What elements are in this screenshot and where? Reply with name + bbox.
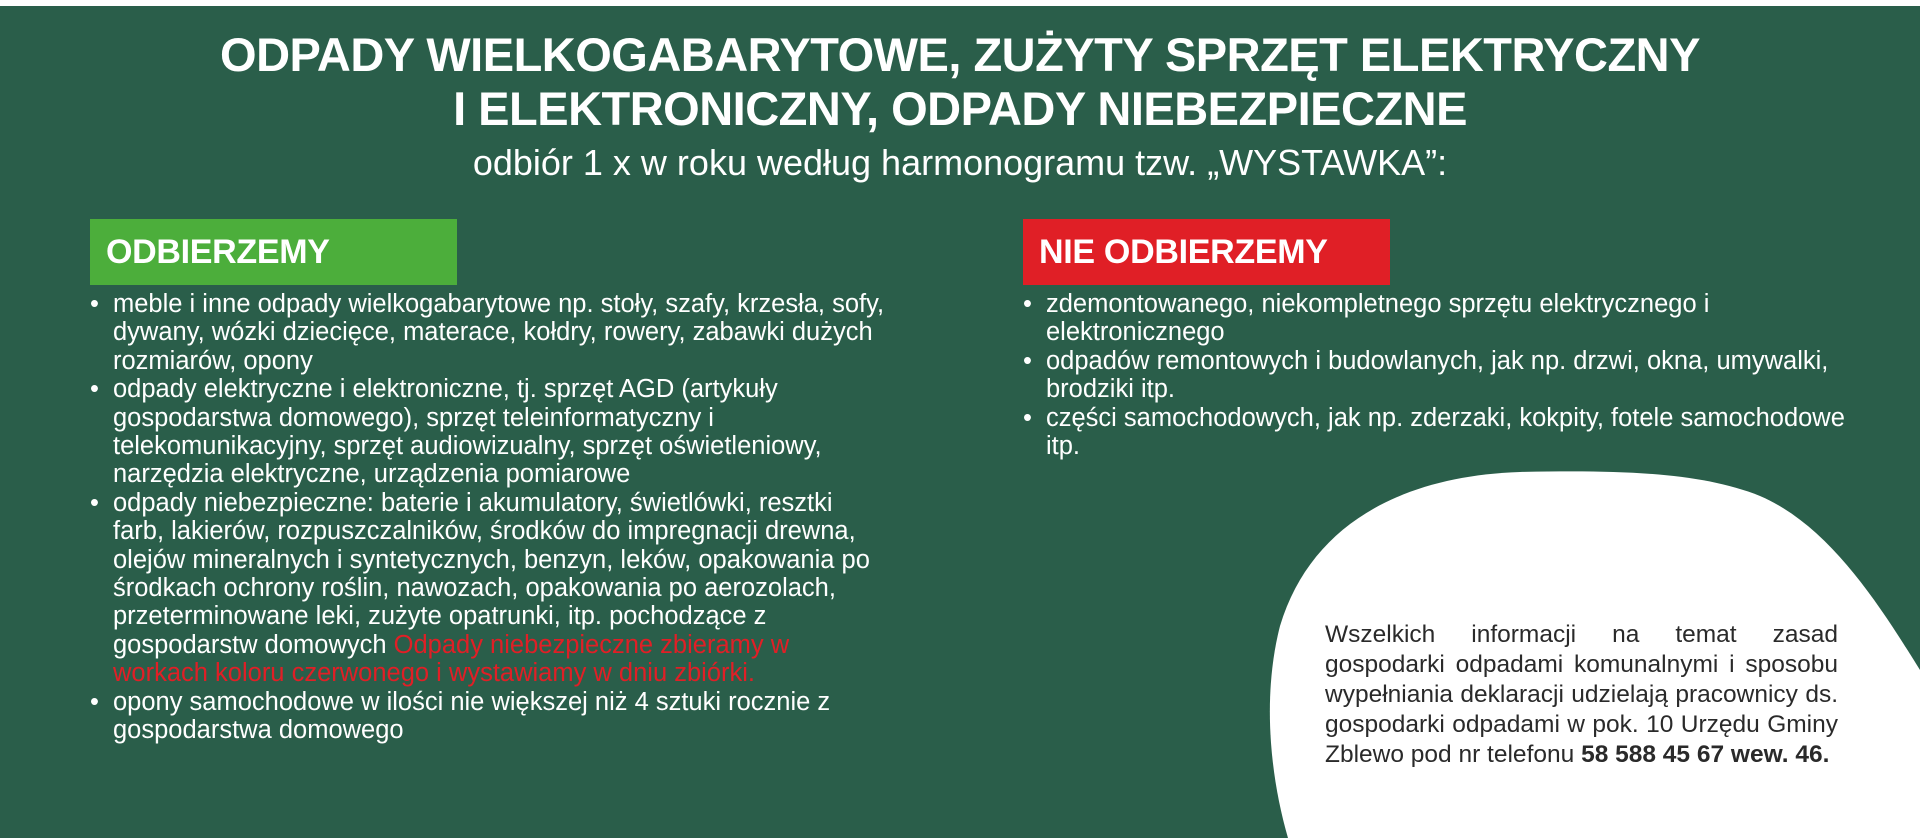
bullet-icon: • bbox=[90, 290, 99, 318]
collect-item-text: odpady niebezpieczne: baterie i akumulatory, świetlówki, resztki farb, lakierów, rozpuszczalników, środków do impregnacji drewna, olejów mineralnych i syntetycznych, benzyn, leków, opakowania po środkach ochrony roślin, nawozach, opakowania po aerozolach, przeterminowane leki, zużyte opatrunki, itp. pochodzące z gospodarstw domowych bbox=[113, 488, 870, 659]
bullet-icon: • bbox=[1023, 403, 1032, 432]
list-item bbox=[90, 688, 890, 745]
collect-item-text: odpady elektryczne i elektroniczne, tj. sprzęt AGD (artykuły gospodarstwa domowego), sprzęt teleinformatyczny i telekomunikacyjny, sprzęt audiowizualny, sprzęt oświetleniowy, narzędzia elektryczne, urządzenia pomiarowe bbox=[113, 375, 822, 489]
not-collect-list bbox=[1023, 290, 1853, 460]
list-item bbox=[1023, 404, 1853, 461]
bullet-icon: • bbox=[90, 375, 99, 404]
list-item bbox=[1023, 347, 1853, 404]
page-subtitle: odbiór 1 x w roku według harmonogramu tzw. „WYSTAWKA”: bbox=[472, 142, 1448, 183]
list-item bbox=[90, 375, 890, 489]
bullet-icon: • bbox=[90, 687, 99, 716]
poster bbox=[0, 6, 1920, 838]
contact-info-text: Wszelkich informacji na temat zasad gospodarki odpadami komunalnymi i sposobu wypełniania deklaracji udzielają pracownicy ds. gospodarki odpadami w pok. 10 Urzędu Gminy Zblewo pod nr telefonu bbox=[1325, 621, 1838, 768]
not-collect-item-text: odpadów remontowych i budowlanych, jak np. drzwi, okna, umywalki, brodziki itp. bbox=[1046, 346, 1829, 404]
list-item bbox=[90, 489, 890, 688]
page-title bbox=[0, 28, 1920, 136]
not-collect-badge: NIE ODBIERZEMY bbox=[1023, 219, 1390, 285]
bullet-icon: • bbox=[90, 488, 99, 517]
collect-item-text: opony samochodowe w ilości nie większej niż 4 sztuki rocznie z gospodarstwa domowego bbox=[113, 687, 831, 745]
collect-list bbox=[90, 290, 890, 745]
contact-info bbox=[1325, 620, 1838, 770]
phone-number: 58 588 45 67 wew. 46. bbox=[1581, 741, 1830, 768]
bullet-icon: • bbox=[1023, 290, 1032, 318]
not-collect-item-text: zdemontowanego, niekompletnego sprzętu elektrycznego i elektronicznego bbox=[1046, 290, 1710, 347]
title-line-2: I ELEKTRONICZNY, ODPADY NIEBEZPIECZNE bbox=[453, 82, 1467, 135]
not-collect-item-text: części samochodowych, jak np. zderzaki, kokpity, fotele samochodowe itp. bbox=[1046, 403, 1845, 461]
list-item bbox=[1023, 290, 1853, 347]
hazardous-note: Odpady niebezpieczne zbieramy w workach koloru czerwonego i wystawiamy w dniu zbiórki. bbox=[113, 630, 790, 688]
list-item bbox=[90, 290, 890, 375]
title-line-1: ODPADY WIELKOGABARYTOWE, ZUŻYTY SPRZĘT ELEKTRYCZNY bbox=[220, 28, 1700, 81]
collect-badge: ODBIERZEMY bbox=[90, 219, 457, 285]
collect-item-text: meble i inne odpady wielkogabarytowe np. stoły, szafy, krzesła, sofy, dywany, wózki dziecięce, materace, kołdry, rowery, zabawki dużych rozmiarów, opony bbox=[113, 290, 885, 375]
bullet-icon: • bbox=[1023, 346, 1032, 375]
